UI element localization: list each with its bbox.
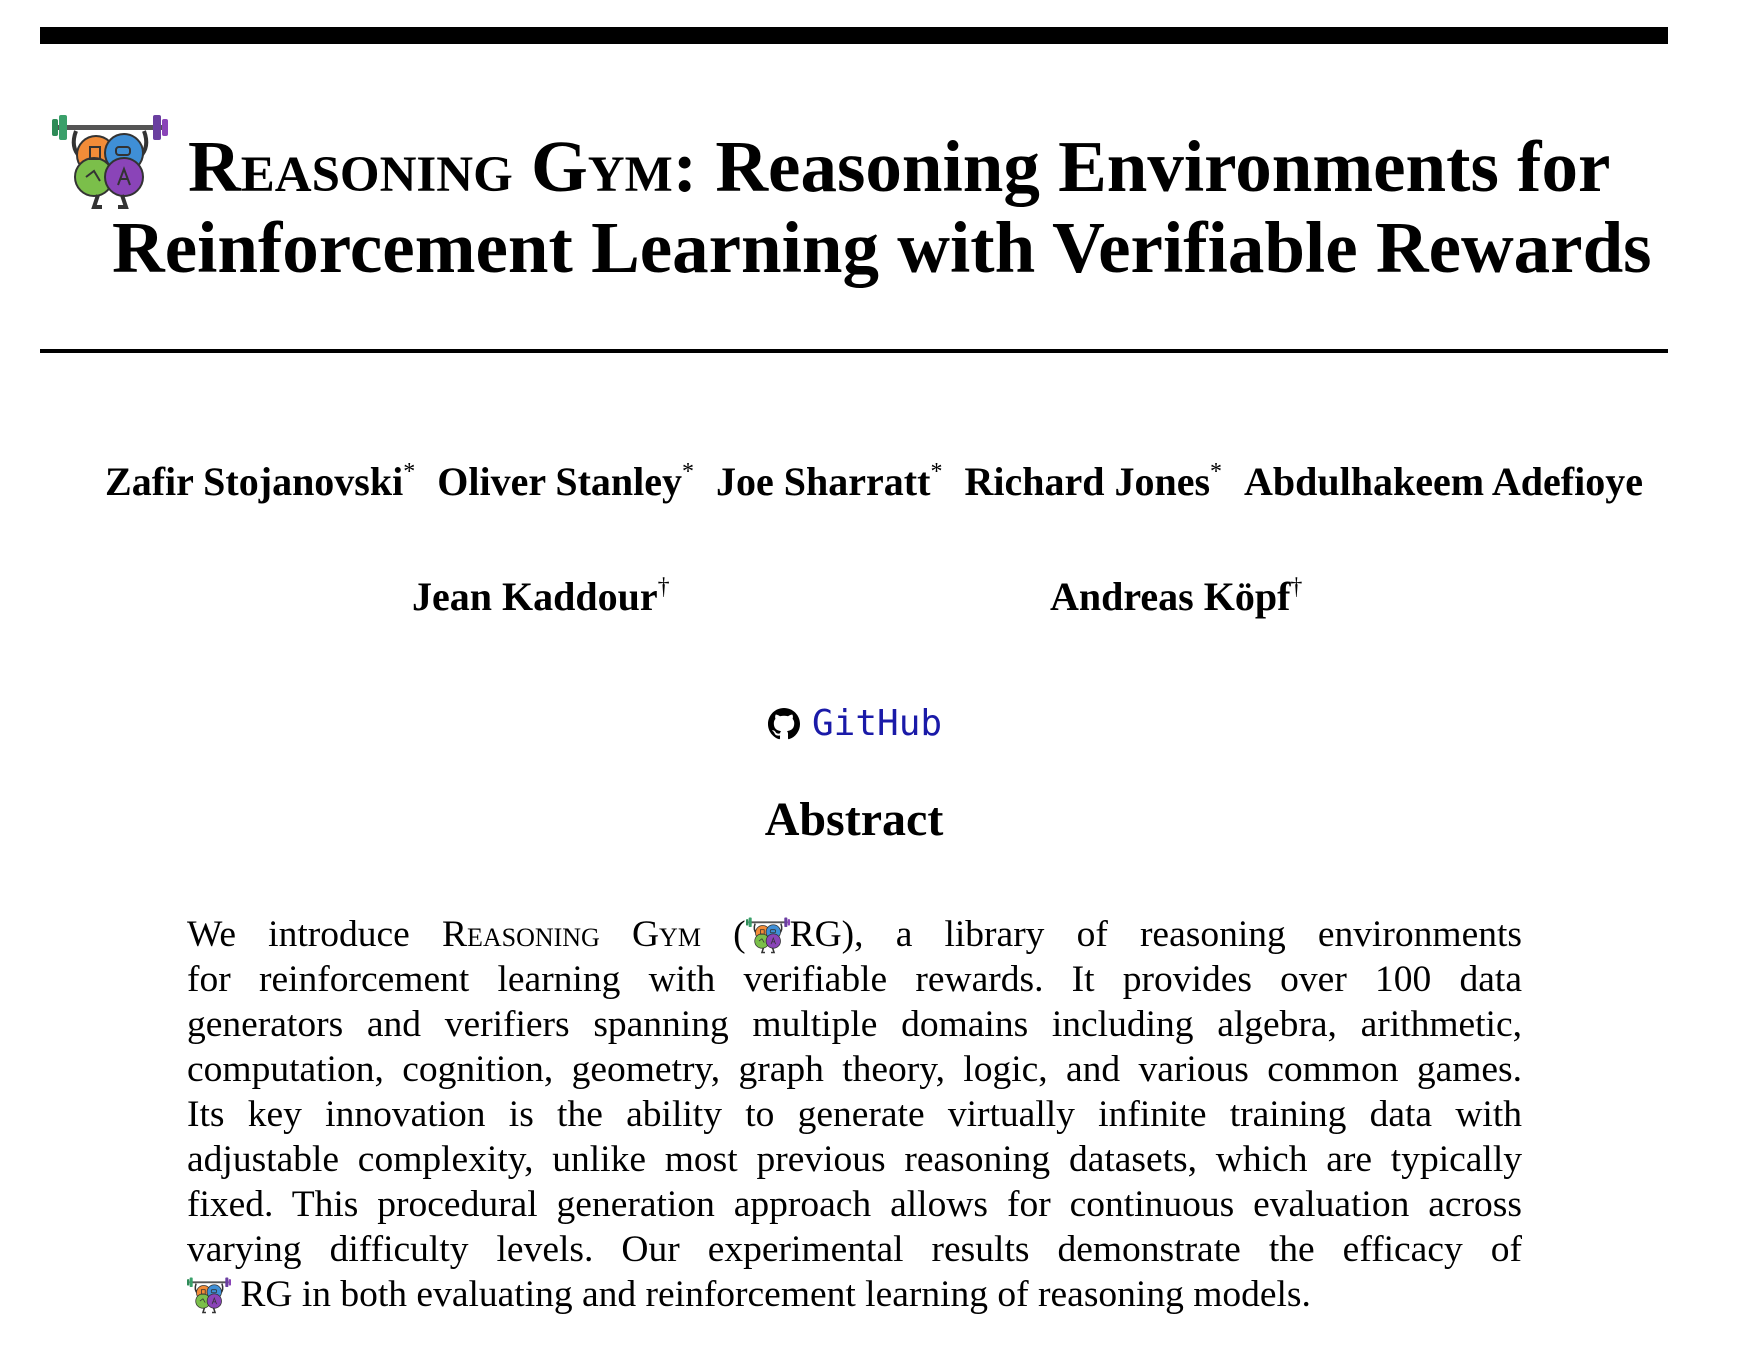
reasoning-gym-logo-icon [52, 111, 168, 211]
author: Joe Sharratt* [716, 459, 943, 504]
abstract-line: We introduce Reasoning Gym ( RG), a library of reasoning environments [187, 914, 1522, 955]
abstract-line: Its key innovation is the ability to generate virtually infinite training data with [187, 1094, 1522, 1135]
reasoning-gym-logo-icon [187, 1276, 231, 1314]
abstract-heading: Abstract [764, 793, 944, 846]
authors-row-1 [0, 458, 1748, 505]
abstract-line: adjustable complexity, unlike most previous reasoning datasets, which are typically [187, 1139, 1522, 1180]
abstract-line: computation, cognition, geometry, graph theory, logic, and various common games. [187, 1049, 1522, 1090]
top-rule [40, 27, 1668, 44]
author: Andreas Köpf† [1050, 574, 1303, 619]
abstract-line: fixed. This procedural generation approach allows for continuous evaluation across [187, 1184, 1522, 1225]
author: Jean Kaddour† [412, 574, 670, 619]
title-rest: : Reasoning Environments for [672, 126, 1611, 207]
title-name: Reasoning Gym [188, 126, 673, 207]
github-icon [768, 708, 800, 740]
abstract-line: RG in both evaluating and reinforcement learning of reasoning models. [187, 1272, 1522, 1317]
github-link[interactable] [768, 703, 942, 744]
abstract-line: for reinforcement learning with verifiable rewards. It provides over 100 data [187, 959, 1522, 1000]
paper-title-line-1 [188, 127, 1610, 207]
abstract-line: varying difficulty levels. Our experimental results demonstrate the efficacy of [187, 1229, 1522, 1270]
author: Richard Jones* [964, 459, 1223, 504]
github-label: GitHub [812, 703, 943, 744]
author: Abdulhakeem Adefioye [1244, 459, 1643, 504]
bottom-rule [40, 349, 1668, 353]
abstract-body [187, 912, 1522, 1317]
abstract-line: generators and verifiers spanning multiple domains including algebra, arithmetic, [187, 1004, 1522, 1045]
paper-title-line-2: Reinforcement Learning with Verifiable Rewards [112, 207, 1652, 288]
reasoning-gym-logo-icon [746, 916, 790, 954]
author: Zafir Stojanovski* [105, 459, 416, 504]
author: Oliver Stanley* [437, 459, 695, 504]
